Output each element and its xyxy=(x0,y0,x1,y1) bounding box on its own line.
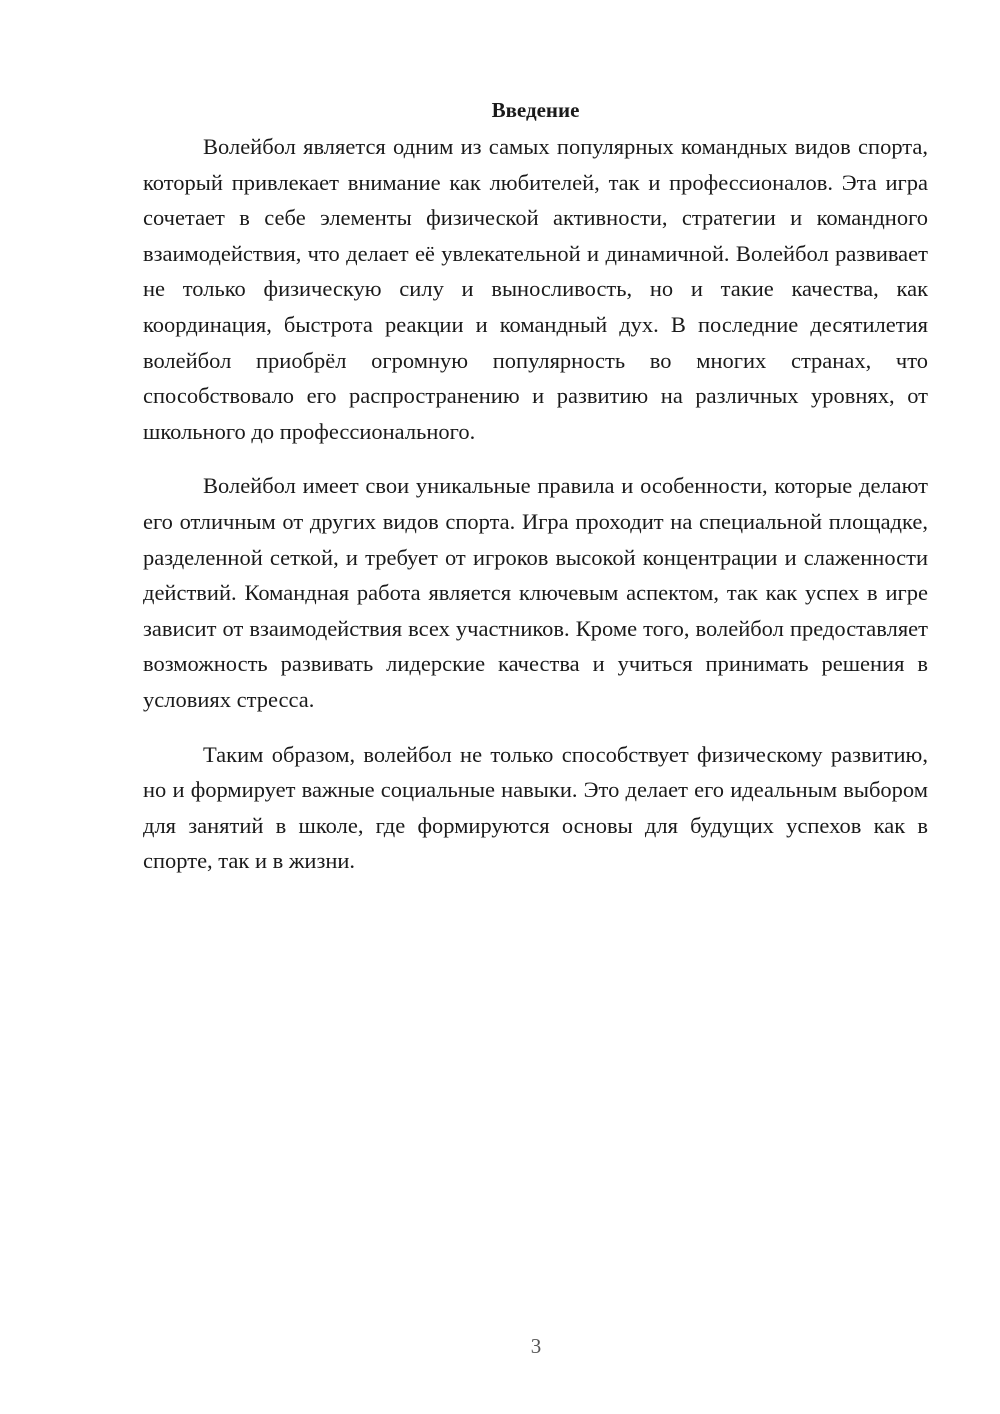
paragraph-2: Волейбол имеет свои уникальные правила и особенности, которые делают его отличным от других видов спорта. Игра проходит на специальной площадке, разделенной сеткой, и требует от игроков высокой концентрации и слаженности действий. Командная работа является ключевым аспектом, так как успех в игре зависит от взаимодействия всех участников. Кроме того, волейбол предоставляет возможность развивать лидерские качества и учиться принимать решения в условиях стресса. xyxy=(143,473,928,712)
paragraph-3: Таким образом, волейбол не только способствует физическому развитию, но и формирует важные социальные навыки. Это делает его идеальным выбором для занятий в школе, где формируются основы для будущих успехов как в спорте, так и в жизни. xyxy=(143,741,928,874)
page-number: 3 xyxy=(530,1334,542,1358)
page-content xyxy=(143,95,928,898)
section-heading: Введение xyxy=(491,98,580,122)
paragraph-1: Волейбол является одним из самых популярных командных видов спорта, который привлекает внимание как любителей, так и профессионалов. Эта игра сочетает в себе элементы физической активности, стратегии и командного взаимодействия, что делает её увлекательной и динамичной. Волейбол развивает не только физическую силу и выносливость, но и такие качества, как координация, быстрота реакции и командный дух. В последние десятилетия волейбол приобрёл огромную популярность во многих странах, что способствовало его распространению и развитию на различных уровнях, от школьного до профессионального. xyxy=(143,134,928,444)
